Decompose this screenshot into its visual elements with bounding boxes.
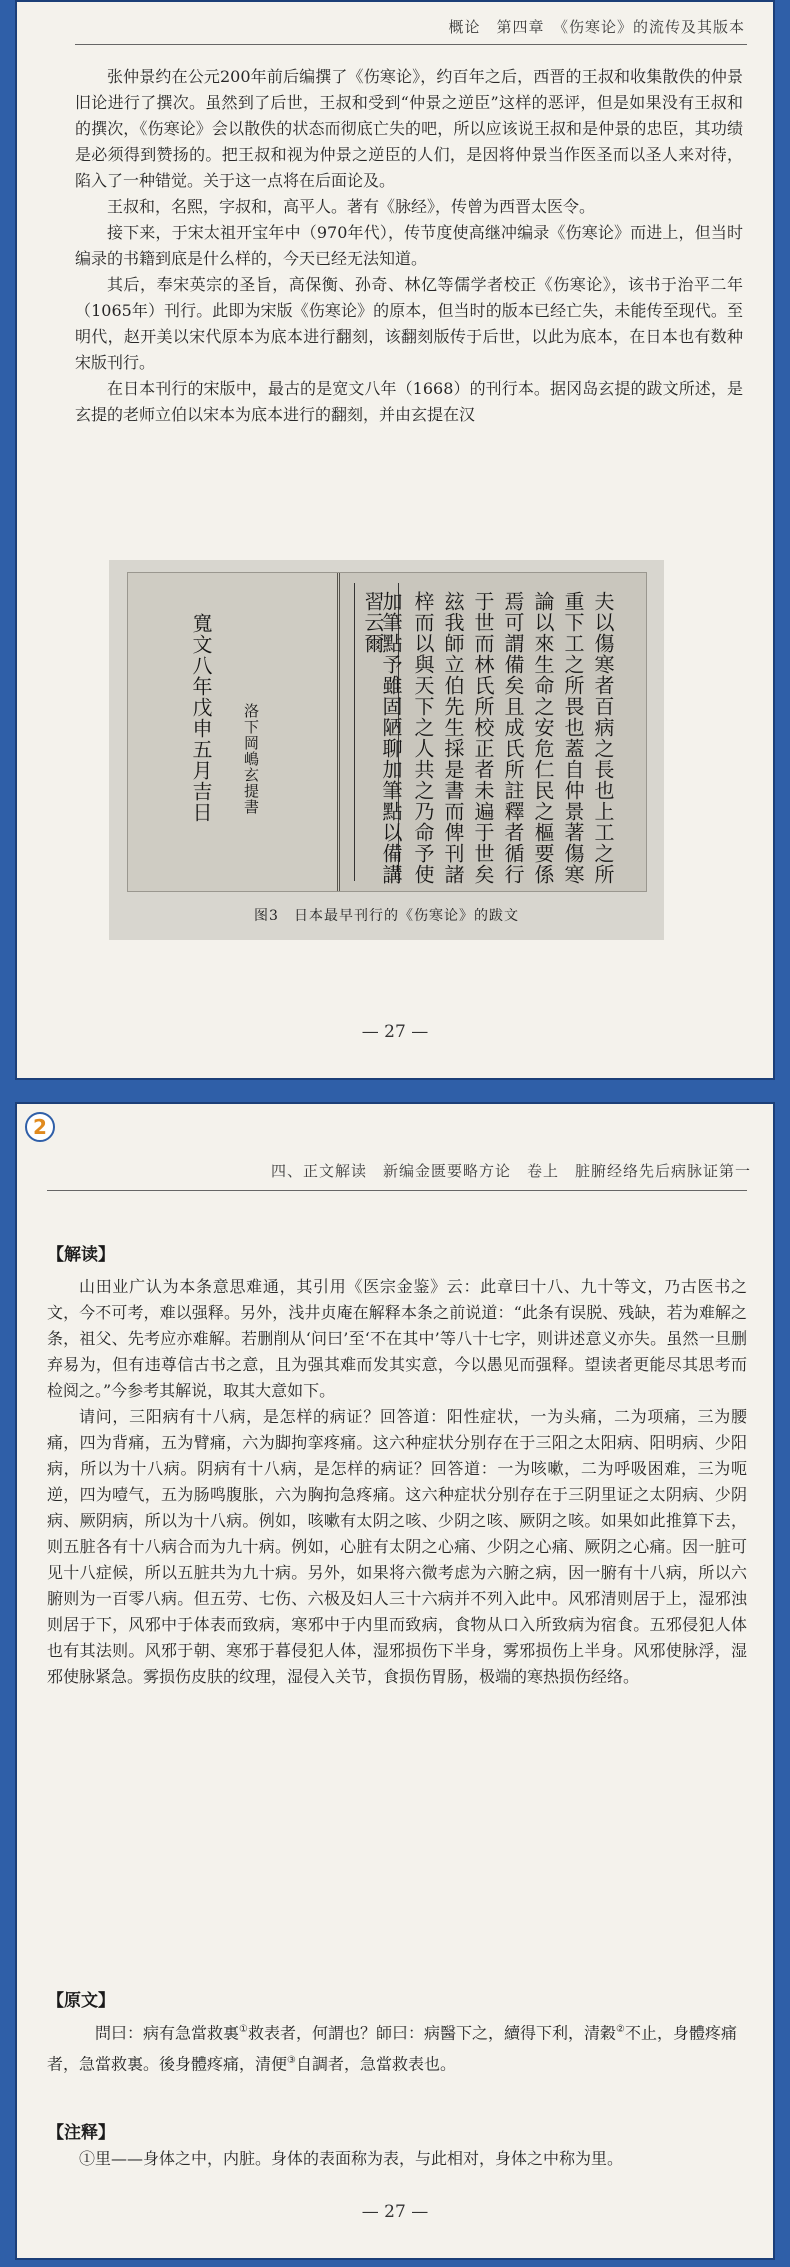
left-leaf [128, 573, 340, 891]
yuanwen-text [47, 2016, 747, 2079]
yuanwen-part: 救表者，何謂也？師曰：病醫下之，續得下利，清穀 [247, 2023, 616, 2043]
section-heading-yuanwen: 【原文】 [47, 1991, 115, 2011]
image-index-badge: 2 [25, 1112, 55, 1142]
text-column: 玆我師立伯先生採是書而俾刊諸 [441, 591, 465, 885]
yuanwen-part: 自調者，急當救表也。 [295, 2054, 456, 2074]
text-column: 于世而林氏所校正者未遍于世矣 [471, 591, 495, 885]
page-number: — 27 — [361, 1022, 429, 1042]
section-heading-zhushi: 【注释】 [47, 2123, 115, 2143]
text-column: 梓而以與天下之人共之乃命予使 [411, 591, 435, 885]
book-page-1 [15, 0, 775, 1080]
figure-caption: 图3 日本最早刊行的《伤寒论》的跋文 [254, 908, 519, 924]
book-page-2 [15, 1102, 775, 2260]
paragraph: 其后，奉宋英宗的圣旨，高保衡、孙奇、林亿等儒学者校正《伤寒论》，该书于治平二年（1065年）刊行。此即为宋版《伤寒论》的原本，但当时的版本已经亡失，未能传至现代。至明代，赵开美以宋代原本为底本进行翻刻，该翻刻版传于后世，以此为底本，在日本也有数种宋版刊行。 [75, 275, 743, 372]
note-mark: ② [616, 2024, 625, 2035]
postscript-photo [127, 572, 647, 892]
text-column: 論以來生命之安危仁民之樞要係 [531, 591, 555, 885]
header-rule [75, 44, 747, 45]
text-column: 加筆點予雖固陋聊加筆點以備講 [379, 591, 403, 885]
body-text [75, 64, 743, 428]
note-mark: ① [239, 2024, 248, 2035]
paragraph: 请问，三阳病有十八病，是怎样的病证？回答道：阳性症状，一为头痛，二为项痛，三为腰痛，四为背痛，五为臂痛，六为脚拘挛疼痛。这六种症状分别存在于三阳之太阳病、阳明病、少阳病，所以为十八病。阴病有十八病，是怎样的病证？回答道：一为咳嗽，二为呼吸困难，三为呃逆，四为噎气，五为肠鸣腹胀，六为胸拘急疼痛。这六种症状分别存在于三阴里证之太阴病、少阴病、厥阴病，所以为十八病。例如，咳嗽有太阴之咳、少阴之咳、厥阴之咳。如果如此推算下去，则五脏各有十八病合而为九十病。例如，心脏有太阴之心痛、少阴之心痛、厥阴之心痛。因一脏可见十八症候，所以五脏共为九十病。另外，如果将六微考虑为六腑之病，因一腑有十八病，所以六腑则为一百零八病。但五劳、七伤、六极及妇人三十六病并不列入此中。风邪清则居于上，湿邪浊则居于下，风邪中于体表而致病，寒邪中于内里而致病，食物从口入所致病为宿食。五邪侵犯人体也有其法则。风邪于朝、寒邪于暮侵犯人体，湿邪损伤下半身，雾邪损伤上半身。风邪使脉浮，湿邪使脉紧急。雾损伤皮肤的纹理，湿侵入关节，食损伤胃肠，极端的寒热损伤经络。 [47, 1407, 747, 1686]
page-number: — 27 — [361, 2202, 429, 2222]
text-column: 焉可謂備矣且成氏所註釋者循行 [501, 591, 525, 885]
paragraph: 王叔和，名熙，字叔和，高平人。著有《脉经》，传曾为西晋太医令。 [107, 197, 596, 216]
note-mark: ③ [287, 2055, 296, 2067]
paragraph: 接下来，于宋太祖开宝年中（970年代），传节度使高继冲编录《伤寒论》而进上，但当时编录的书籍到底是什么样的，今天已经无法知道。 [75, 223, 743, 268]
running-head: 四、正文解读 新编金匮要略方论 卷上 脏腑经络先后病脉证第一 [270, 1162, 751, 1180]
text-column: 重下工之所畏也蓋自仲景著傷寒 [561, 591, 585, 885]
header-rule [47, 1190, 747, 1191]
paragraph: 在日本刊行的宋版中，最古的是宽文八年（1668）的刊行本。据冈岛玄提的跋文所述，是玄提的老师立伯以宋本为底本进行的翻刻，并由玄提在汉 [75, 379, 743, 424]
text-column: 夫以傷寒者百病之長也上工之所 [591, 591, 615, 885]
zhushi-text [47, 2146, 747, 2172]
text-column: 習云爾 [361, 591, 385, 654]
yuanwen-part: 問曰：病有急當救裏 [95, 2023, 240, 2043]
jiedu-text [47, 1274, 747, 1690]
paragraph [47, 2016, 747, 2079]
paragraph: 张仲景约在公元200年前后编撰了《伤寒论》，约百年之后，西晋的王叔和收集散佚的仲景旧论进行了撰次。虽然到了后世，王叔和受到“仲景之逆臣”这样的恶评，但是如果没有王叔和的撰次，《伤寒论》会以散佚的状态而彻底亡失的吧，所以应该说王叔和是仲景的忠臣，其功绩是必须得到赞扬的。把王叔和视为仲景之逆臣的人们，是因将仲景当作医圣而以圣人来对待，陷入了一种错觉。关于这一点将在后面论及。 [75, 67, 743, 190]
signature-column: 洛下岡嶋玄提書 [242, 703, 260, 815]
paragraph: 山田业广认为本条意思难通，其引用《医宗金鉴》云：此章曰十八、九十等文，乃古医书之文，今不可考，难以强释。另外，浅井贞庵在解释本条之前说道：“此条有误脱、残缺，若为难解之条，祖父、先考应亦难解。若删削从‘问曰’至‘不在其中’等八十七字，则讲述意义亦失。虽然一旦删弃易为，但有违尊信古书之意，且为强其难而发其实意，今以愚见而强释。望读者更能尽其思考而检阅之。”今参考其解说，取其大意如下。 [47, 1277, 747, 1400]
running-head: 概论 第四章 《伤寒论》的流传及其版本 [448, 18, 745, 36]
paragraph: ①里——身体之中，内脏。身体的表面称为表，与此相对，身体之中称为里。 [79, 2149, 624, 2168]
section-heading-jiedu: 【解读】 [47, 1245, 115, 1265]
frame-line [354, 583, 355, 881]
date-column: 寬文八年戊申五月吉日 [189, 613, 213, 823]
yuanwen-part: 不止，身體疼痛者，急當救裏。後身體疼痛，清便 [47, 2023, 737, 2074]
figure-postscript [109, 560, 664, 940]
